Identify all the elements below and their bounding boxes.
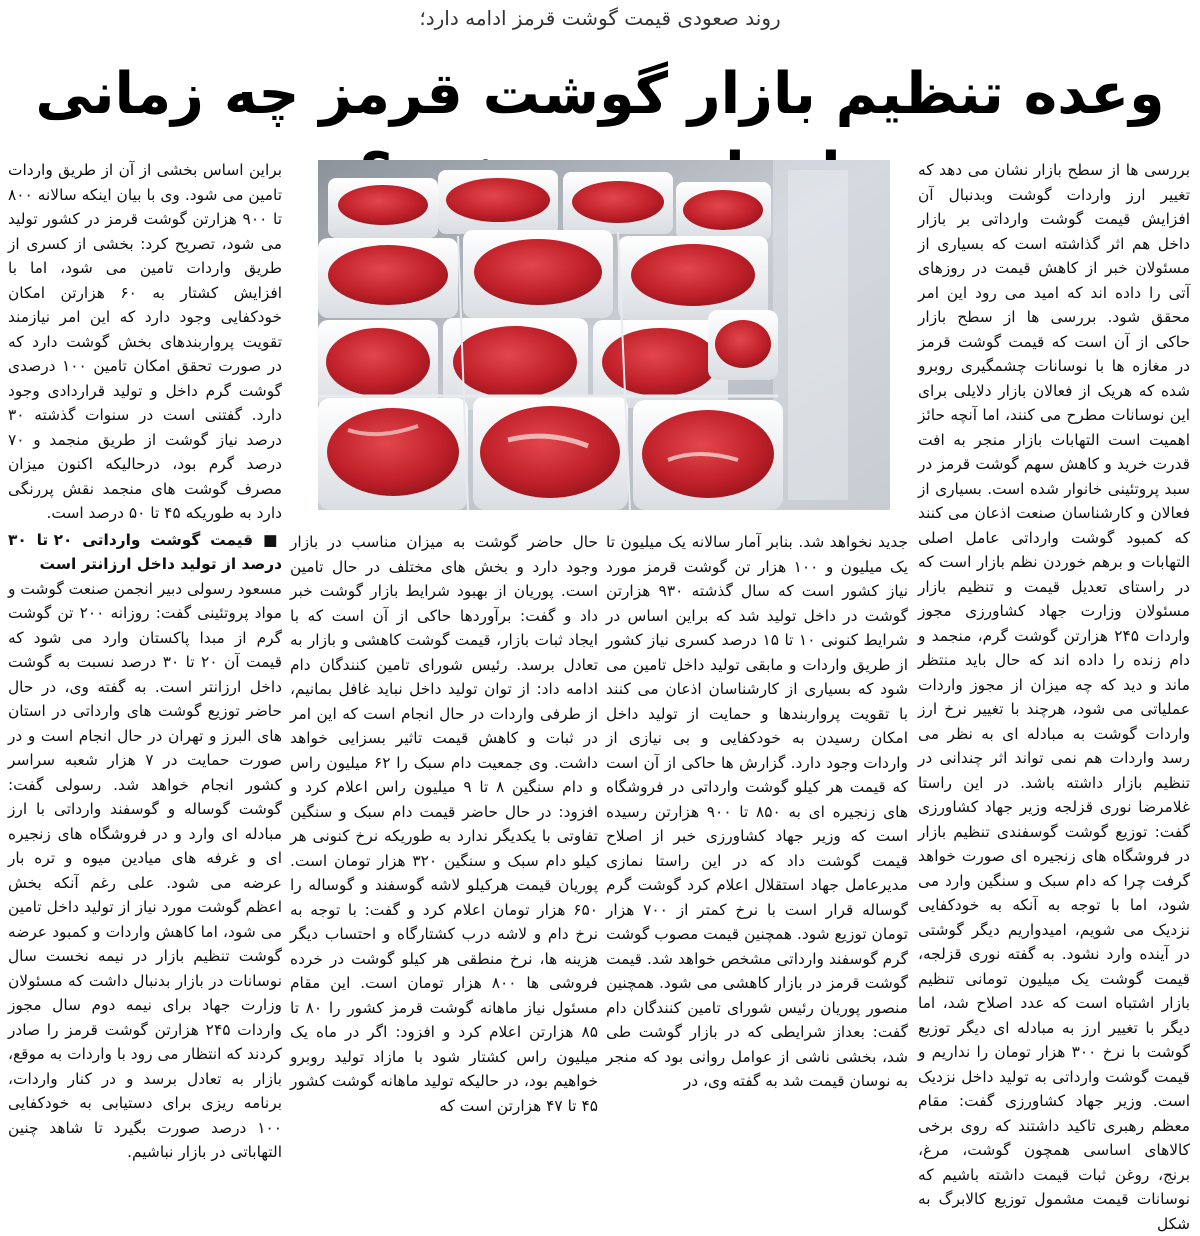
- article-kicker: روند صعودی قیمت گوشت قرمز ادامه دارد؛: [419, 6, 781, 30]
- meat-photo: [318, 160, 890, 510]
- column-2-text: جدید نخواهد شد. بنابر آمار سالانه یک میلیون تا یک میلیون و ۱۰۰ هزار تن گوشت قرمز مورد نیاز کشور است که سال گذشته ۹۳۰ هزارتن گوشت در داخل تولید شد که براین اساس در شرایط کنونی ۱۰ تا ۱۵ درصد کسری نیاز کشور از طریق واردات و مابقی تولید داخل تامین می شود که بسیاری از کارشناسان اذعان می کنند با تقویت پرواربندها و حمایت از تولید داخل امکان رسیدن به خودکفایی و بی نیازی از واردات وجود دارد. گزارش ها حاکی از آن است که قیمت هر کیلو گوشت وارداتی در فروشگاه های زنجیره ای به ۸۵۰ تا ۹۰۰ هزارتن رسیده است که وزیر جهاد کشاورزی خبر از اصلاح قیمت گوشت داد که در این راستا نمازی مدیرعامل جهاد استقلال اعلام کرد گوشت گرم گوساله قرار است با نرخ کمتر از ۷۰۰ هزار تومان توزیع شود. همچنین قیمت مصوب گوشت گرم گوسفند وارداتی مشخص خواهد شد. قیمت گوشت قرمز در بازار کاهشی می شود. همچنین منصور پوریان رئیس شورای تامین کنندگان دام گفت: بعداز شرایطی که در بازار گوشت طی شد، بخشی ناشی از عوامل روانی بود که منجر به نوسان قیمت شد به گفته وی، در: [606, 533, 909, 1090]
- column-3-text: حال حاضر گوشت به میزان مناسب در بازار وجود دارد و بخش های مختلف در حال تامین است. پوریان از بهبود شرایط بازار گوشت خبر داد و گفت: برآوردها حاکی از آن است که با ایجاد ثبات بازار، قیمت گوشت کاهشی و بازار به تعادل برسد. رئیس شورای تامین کنندگان دام ادامه داد: از توان تولید داخل نباید غافل بمانیم، از طرفی واردات در حال انجام است که این امر در ثبات و کاهش قیمت تاثیر بسزایی خواهد داشت. وی جمعیت دام سبک را ۶۲ میلیون راس و دام سنگین ۸ تا ۹ میلیون راس اعلام کرد و افزود: در حال حاضر قیمت دام سبک و سنگین تفاوتی با یکدیگر ندارد به طوریکه نرخ کنونی هر کیلو دام سبک و سنگین ۳۲۰ هزار تومان است. پوریان قیمت هرکیلو لاشه گوسفند و گوساله را ۶۵۰ هزار تومان اعلام کرد و گفت: با توجه به نرخ دام و لاشه درب کشتارگاه و احتساب دیگر هزینه ها، نرخ منطقی هر کیلو گوشت در خرده فروشی ها ۸۰۰ هزار تومان است. این مقام مسئول نیاز ماهانه گوشت قرمز کشور را ۸۰ تا ۸۵ هزارتن اعلام کرد و افزود: اگر در ماه یک میلیون راس کشتار شود با مازاد تولید روبرو خواهیم بود، در حالیکه تولید ماهانه گوشت کشور ۴۵ تا ۴۷ هزارتن است که: [290, 533, 598, 1115]
- column-4-paragraph-2: مسعود رسولی دبیر انجمن صنعت گوشت و مواد پروتئینی گفت: روزانه ۲۰۰ تن گوشت گرم از مبدا پاکستان وارد می شود که قیمت آن ۲۰ تا ۳۰ درصد نسبت به گوشت داخل ارزانتر است. به گفته وی، در حال حاضر توزیع گوشت های وارداتی در استان های البرز و تهران در حال انجام است و در صورت حمایت در ۷ هزار شعبه سراسر کشور انجام خواهد شد. رسولی گفت: گوشت گوساله و گوسفند وارداتی با ارز مبادله ای وارد و در فروشگاه های زنجیره ای و غرفه های میادین میوه و تره بار عرضه می شود. علی رغم آنکه بخش اعظم گوشت مورد نیاز از تولید داخل تامین می شود، اما کاهش واردات و کمبود عرضه گوشت تنظیم بازار در نیمه نخست سال نوسانات در بازار بدنبال داشت که مسئولان وزارت جهاد برای نیمه دوم سال مجوز واردات ۲۴۵ هزارتن گوشت قرمز را صادر کردند که انتظار می رود با واردات به موقع، بازار به تعادل برسد و در کنار واردات، برنامه ریزی برای دستیابی به خودکفایی ۱۰۰ درصد صورت بگیرد تا شاهد چنین التهاباتی در بازار نباشیم.: [8, 579, 283, 1161]
- column-1-text: بررسی ها از سطح بازار نشان می دهد که تغییر ارز واردات گوشت وبدنبال آن افزایش قیمت گوشت وارداتی بر بازار داخل هم اثر گذاشته است که بسیاری از مسئولان خبر از کاهش قیمت در روزهای آتی را داده اند که امید می رود این امر محقق شود. بررسی ها از سطح بازار حاکی از آن است که قیمت گوشت قرمز در مغازه ها با نوسانات چشمگیری روبرو شده که هریک از فعالان بازار دلایلی برای این نوسانات مطرح می کنند، اما آنچه حائز اهمیت است التهابات بازار منجر به افت قدرت خرید و کاهش سهم گوشت قرمز در سبد پروتئینی خانوار شده است. بسیاری از فعالان و کارشناسان صنعت اذعان می کنند که کمبود گوشت وارداتی عامل اصلی التهابات و برهم خوردن نظم بازار است که در راستای تعدیل قیمت و تنظیم بازار مسئولان وزارت جهاد کشاورزی مجوز واردات ۲۴۵ هزارتن گوشت گرم، منجمد و دام زنده را داده اند که حال باید منتظر ماند و دید که چه میزان از مجوز واردات عملیاتی می شود، هرچند با تغییر نرخ ارز واردات گوشت به مبادله ای به نظر می رسد واردات هم نمی تواند اثر چندانی در تنظیم بازار داشته باشد. در این راستا غلامرضا نوری قزلجه وزیر جهاد کشاورزی گفت: توزیع گوشت گوسفندی تنظیم بازار در فروشگاه های زنجیره ای صورت خواهد گرفت چرا که دام سبک و سنگین وارد می شود، اما با توجه به آنکه به خودکفایی نزدیک می شویم، امیدواریم دیگر گوشتی در آینده وارد نشود. به گفته نوری قزلجه، قیمت گوشت یک میلیون تومانی تنظیم بازار اشتباه است که عدد اصلاح شد، اما دیگر با تغییر ارز به مبادله ای دیگر توزیع گوشت با نرخ ۳۰۰ هزار تومان را نداریم و قیمت گوشت وارداتی به تولید داخل نزدیک است. وزیر جهاد کشاورزی گفت: مقام معظم رهبری تاکید داشتند که روی برخی کالاهای اساسی همچون گوشت، مرغ، برنج، روغن ثبات قیمت داشته باشیم که نوسانات قیمت مشمول توزیع کالابرگ به شکل: [918, 161, 1190, 1233]
- article-subheading: ■ قیمت گوشت وارداتی ۲۰ تا ۳۰ درصد از تولید داخل ارزانتر است: [8, 530, 282, 573]
- article-column-4: [8, 158, 283, 1161]
- article-column-1: [918, 158, 1190, 1233]
- column-4-paragraph-1: براین اساس بخشی از آن از طریق واردات تامین می شود. وی با بیان اینکه سالانه ۸۰۰ تا ۹۰۰ هزارتن گوشت قرمز در کشور تولید می شود، تصریح کرد: بخشی از کسری از طریق واردات تامین می شود، اما با افزایش کشتار به ۶۰ هزارتن امکان خودکفایی وجود دارد که این امر نیازمند تقویت پرواربندهای بخش گوشت دارد که در صورت تحقق امکان تامین ۱۰۰ درصدی گوشت گرم داخل و تولید قراردادی وجود دارد. گفتنی است در سنوات گذشته ۳۰ درصد نیاز گوشت از طریق منجمد و ۷۰ درصد گرم بود، درحالیکه اکنون میزان مصرف گوشت های منجمد نقش پررنگی دارد به طوریکه ۴۵ تا ۵۰ درصد است.: [8, 161, 283, 522]
- article-headline: وعده تنظیم بازار گوشت قرمز چه زمانی: [35, 61, 1165, 127]
- article-column-3: [290, 530, 598, 1113]
- article-column-2: [606, 530, 908, 1113]
- meat-photo-illustration: [318, 160, 890, 510]
